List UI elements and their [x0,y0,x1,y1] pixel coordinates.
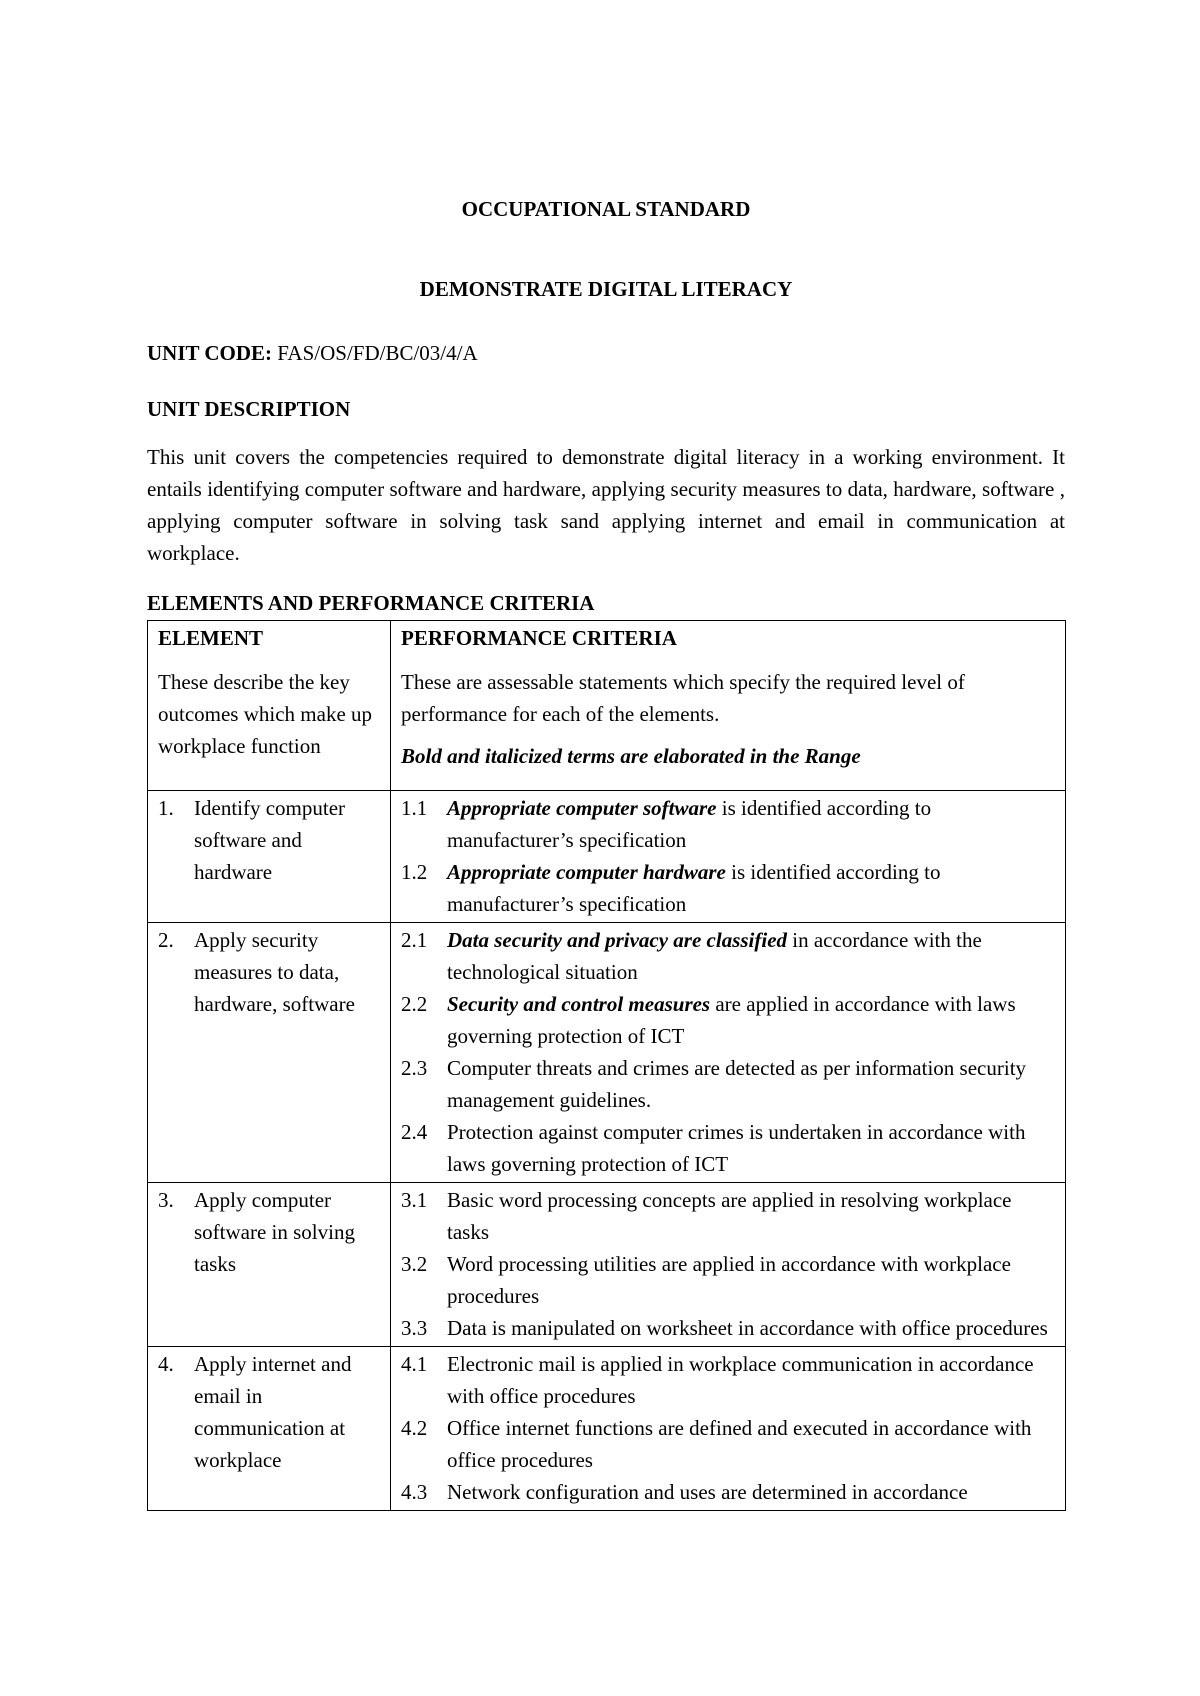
range-term: Appropriate computer software [447,796,717,820]
unit-description-heading: UNIT DESCRIPTION [147,397,351,421]
unit-code [147,337,478,369]
criterion-text [447,792,1055,856]
table-row [148,1183,1066,1347]
document-title: OCCUPATIONAL STANDARD [461,197,751,221]
criterion-item [401,1312,1055,1344]
criteria-cell [391,1183,1066,1347]
criterion-text [447,1348,1055,1412]
element-item [158,792,380,888]
element-number: 1. [158,796,174,820]
unit-code-label: UNIT CODE: [147,341,273,365]
criterion-body: is identified according to manufacturer’s specification [447,860,941,916]
element-cell [148,1183,391,1347]
criterion-number: 4.2 [401,1416,428,1440]
unit-description-text: This unit covers the competencies required to demonstrate digital literacy in a working environment. It entails identifying computer software and hardware, applying security measures to data, hardware, software , applying computer software in solving task sand applying internet and email in communication at workplace. [147,445,1065,565]
criterion-body: in accordance with the technological situation [447,928,982,984]
table-row [148,923,1066,1183]
criterion-number: 3.2 [401,1252,428,1276]
element-text: Apply security measures to data, hardware, software [194,928,355,1016]
range-term: Security and control measures [447,992,711,1016]
criterion-body: Protection against computer crimes is undertaken in accordance with laws governing protection of ICT [447,1120,1026,1176]
criterion-item [401,856,1055,920]
element-cell [148,923,391,1183]
table-header-row [148,621,1066,791]
criterion-item [401,924,1055,988]
criterion-text [447,1476,1055,1508]
criterion-body: Data is manipulated on worksheet in accordance with office procedures [447,1316,1048,1340]
criteria-header-cell [391,621,1066,791]
elements-heading: ELEMENTS AND PERFORMANCE CRITERIA [147,591,595,615]
criteria-column-header: PERFORMANCE CRITERIA [401,626,677,650]
criterion-number: 4.3 [401,1480,428,1504]
range-term: Appropriate computer hardware [447,860,726,884]
element-number: 3. [158,1188,174,1212]
element-text: Apply computer software in solving tasks [194,1188,355,1276]
criterion-text [447,1052,1055,1116]
elements-criteria-table [147,620,1066,1511]
element-cell [148,1347,391,1511]
criterion-text [447,1312,1055,1344]
element-column-description: These describe the key outcomes which make up workplace function [158,670,373,758]
criterion-body: Network configuration and uses are determined in accordance [447,1480,968,1504]
element-header-cell [148,621,391,791]
criterion-text [447,1412,1055,1476]
criterion-text [447,924,1055,988]
criterion-text [447,856,1055,920]
criterion-item [401,1476,1055,1508]
criterion-body: Computer threats and crimes are detected as per information security management guidelines. [447,1056,1027,1112]
criterion-item [401,1116,1055,1180]
criteria-cell [391,1347,1066,1511]
unit-title: DEMONSTRATE DIGITAL LITERACY [419,277,793,301]
criteria-cell [391,923,1066,1183]
element-item [158,1348,380,1476]
criterion-number: 3.1 [401,1188,428,1212]
criterion-number: 1.1 [401,796,428,820]
table-row [148,1347,1066,1511]
criterion-body: Office internet functions are defined and executed in accordance with office procedures [447,1416,1032,1472]
criterion-item [401,1348,1055,1412]
criterion-item [401,1412,1055,1476]
criteria-cell [391,791,1066,923]
criterion-body: Electronic mail is applied in workplace communication in accordance with office procedures [447,1352,1034,1408]
element-column-header: ELEMENT [158,626,264,650]
criterion-text [447,1116,1055,1180]
criterion-item [401,1184,1055,1248]
criterion-body: is identified according to manufacturer’s specification [447,796,932,852]
element-text: Apply internet and email in communication at workplace [194,1352,352,1472]
criterion-item [401,1052,1055,1116]
criterion-number: 4.1 [401,1352,428,1376]
criterion-body: are applied in accordance with laws governing protection of ICT [447,992,1016,1048]
element-number: 4. [158,1352,174,1376]
criterion-number: 1.2 [401,860,428,884]
element-item [158,1184,380,1280]
criterion-number: 2.2 [401,992,428,1016]
element-cell [148,791,391,923]
criterion-number: 2.1 [401,928,428,952]
criterion-number: 2.4 [401,1120,428,1144]
table-row [148,791,1066,923]
criterion-number: 2.3 [401,1056,428,1080]
criterion-item [401,792,1055,856]
criterion-body: Word processing utilities are applied in accordance with workplace procedures [447,1252,1011,1308]
element-text: Identify computer software and hardware [194,796,346,884]
element-item [158,924,380,1020]
element-number: 2. [158,928,174,952]
range-note: Bold and italicized terms are elaborated in the Range [401,744,861,768]
criteria-column-description: These are assessable statements which specify the required level of performance for each of the elements. [401,670,965,726]
criterion-text [447,1248,1055,1312]
criterion-item [401,988,1055,1052]
criterion-body: Basic word processing concepts are applied in resolving workplace tasks [447,1188,1012,1244]
range-term: Data security and privacy are classified [447,928,788,952]
criterion-text [447,988,1055,1052]
criterion-text [447,1184,1055,1248]
unit-code-value: FAS/OS/FD/BC/03/4/A [272,341,478,365]
criterion-item [401,1248,1055,1312]
criterion-number: 3.3 [401,1316,428,1340]
